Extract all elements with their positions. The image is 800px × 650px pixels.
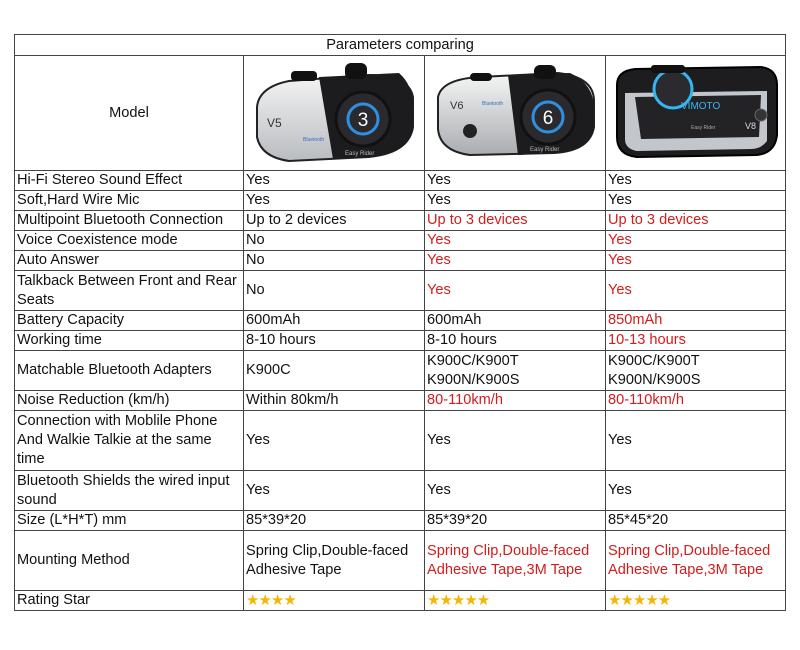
product-badge: 6 <box>542 108 554 129</box>
row-label: Bluetooth Shields the wired input sound <box>15 471 244 511</box>
product-side-text: V5 <box>267 116 282 130</box>
product-image-v6 <box>425 56 606 171</box>
row-value: No <box>244 271 425 311</box>
row-value: Within 80km/h <box>244 391 425 411</box>
row-value: Yes <box>425 411 606 471</box>
table-row <box>15 531 786 591</box>
row-value: No <box>244 231 425 251</box>
product-brand-text: Bluetooth <box>303 137 325 143</box>
product-sub-text: Easy Rider <box>530 147 560 153</box>
model-label: Model <box>15 56 244 171</box>
product-image-v8 <box>606 56 786 171</box>
product-badge: 3 <box>357 110 369 131</box>
row-label: Multipoint Bluetooth Connection <box>15 211 244 231</box>
parameters-table <box>14 34 786 611</box>
row-value: Spring Clip,Double-faced Adhesive Tape <box>244 531 425 591</box>
product-side-text: V6 <box>450 100 464 112</box>
row-label: Mounting Method <box>15 531 244 591</box>
row-label: Matchable Bluetooth Adapters <box>15 351 244 391</box>
row-value: Yes <box>606 171 786 191</box>
row-value: Up to 3 devices <box>425 211 606 231</box>
row-label: Noise Reduction (km/h) <box>15 391 244 411</box>
row-value: 80-110km/h <box>425 391 606 411</box>
table-row <box>15 271 786 311</box>
row-value: Yes <box>606 231 786 251</box>
table-row <box>15 191 786 211</box>
product-sub-text: Easy Rider <box>345 151 375 157</box>
product-brand-text: VIMOTO <box>680 101 720 112</box>
row-value: Up to 2 devices <box>244 211 425 231</box>
row-value: 600mAh <box>244 311 425 331</box>
table-row <box>15 311 786 331</box>
row-value: Yes <box>244 471 425 511</box>
row-value: Yes <box>425 471 606 511</box>
row-value: Yes <box>606 191 786 211</box>
rating-stars: ★★★★ <box>244 591 425 611</box>
row-value: 85*45*20 <box>606 511 786 531</box>
row-label: Talkback Between Front and Rear Seats <box>15 271 244 311</box>
row-label: Battery Capacity <box>15 311 244 331</box>
table-row <box>15 471 786 511</box>
row-value: Yes <box>606 411 786 471</box>
row-value: 8-10 hours <box>425 331 606 351</box>
row-value: Yes <box>606 471 786 511</box>
product-image-v5 <box>244 56 425 171</box>
table-row <box>15 411 786 471</box>
row-value: 850mAh <box>606 311 786 331</box>
row-value: Yes <box>425 231 606 251</box>
row-value: Yes <box>425 171 606 191</box>
row-value: K900C/K900T K900N/K900S <box>606 351 786 391</box>
row-value: Yes <box>244 191 425 211</box>
row-label: Size (L*H*T) mm <box>15 511 244 531</box>
table-row <box>15 251 786 271</box>
table-row <box>15 391 786 411</box>
row-value: Yes <box>606 251 786 271</box>
table-title: Parameters comparing <box>15 35 786 56</box>
row-label: Hi-Fi Stereo Sound Effect <box>15 171 244 191</box>
row-label: Working time <box>15 331 244 351</box>
row-value: K900C/K900T K900N/K900S <box>425 351 606 391</box>
row-label: Voice Coexistence mode <box>15 231 244 251</box>
row-value: No <box>244 251 425 271</box>
row-value: Yes <box>425 191 606 211</box>
row-value: Up to 3 devices <box>606 211 786 231</box>
row-value: 85*39*20 <box>425 511 606 531</box>
row-label: Rating Star <box>15 591 244 611</box>
row-value: 600mAh <box>425 311 606 331</box>
table-row <box>15 171 786 191</box>
product-brand-text: Bluetooth <box>482 101 504 107</box>
row-value: 10-13 hours <box>606 331 786 351</box>
row-label: Soft,Hard Wire Mic <box>15 191 244 211</box>
row-value: Spring Clip,Double-faced Adhesive Tape,3M Tape <box>606 531 786 591</box>
rating-stars: ★★★★★ <box>425 591 606 611</box>
row-value: Yes <box>425 271 606 311</box>
table-row <box>15 231 786 251</box>
table-row <box>15 591 786 611</box>
row-value: Yes <box>244 171 425 191</box>
table-row <box>15 511 786 531</box>
row-value: K900C <box>244 351 425 391</box>
table-row <box>15 331 786 351</box>
row-value: Yes <box>606 271 786 311</box>
table-row <box>15 351 786 391</box>
product-side-text: V8 <box>744 121 756 131</box>
product-sub-text: Easy Rider <box>690 125 715 131</box>
row-value: Yes <box>244 411 425 471</box>
row-label: Connection with Moblile Phone And Walkie Talkie at the same time <box>15 411 244 471</box>
row-value: 8-10 hours <box>244 331 425 351</box>
row-value: Yes <box>425 251 606 271</box>
table-row <box>15 211 786 231</box>
row-value: 80-110km/h <box>606 391 786 411</box>
row-label: Auto Answer <box>15 251 244 271</box>
row-value: 85*39*20 <box>244 511 425 531</box>
row-value: Spring Clip,Double-faced Adhesive Tape,3M Tape <box>425 531 606 591</box>
rating-stars: ★★★★★ <box>606 591 786 611</box>
